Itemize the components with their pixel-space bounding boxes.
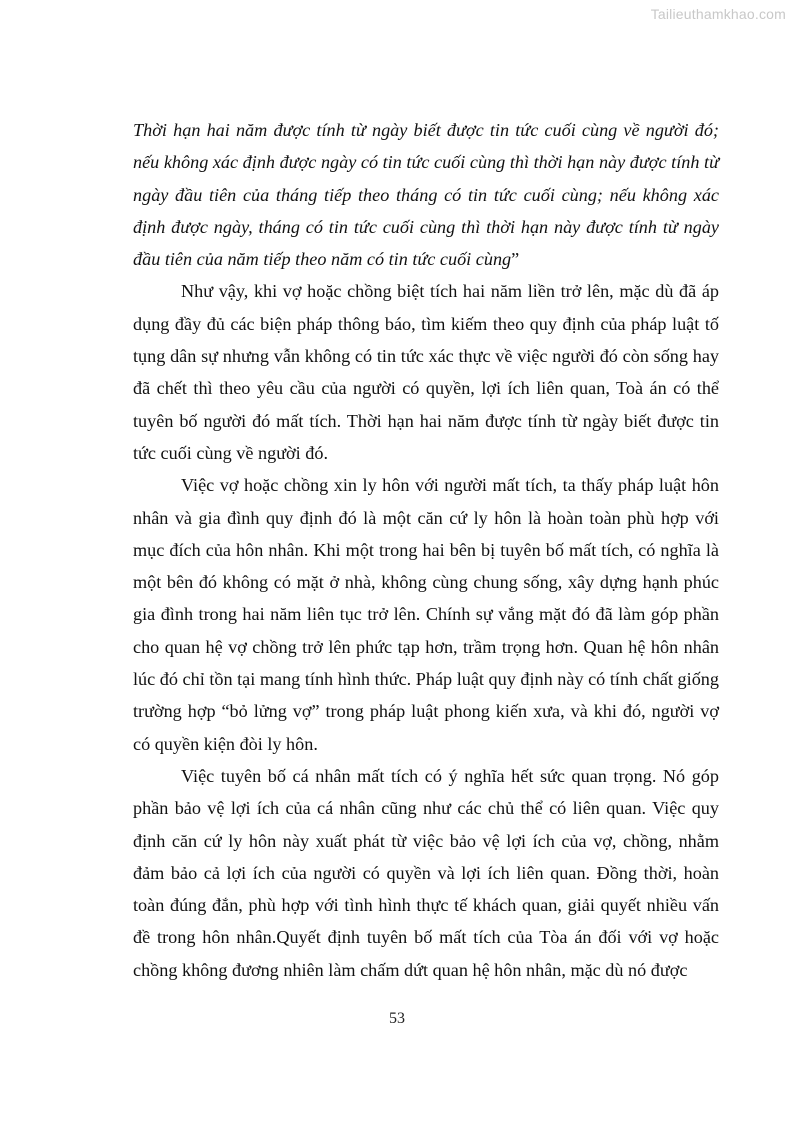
page-number: 53 xyxy=(389,1010,405,1027)
quote-closing-mark: ” xyxy=(511,249,520,270)
paragraph-1: Như vậy, khi vợ hoặc chồng biệt tích hai năm liền trở lên, mặc dù đã áp dụng đầy đủ các biện pháp thông báo, tìm kiếm theo quy định của pháp luật tố tụng dân sự nhưng vẫn không có tin tức xác thực về việc người đó còn sống hay đã chết thì theo yêu cầu của người có quyền, lợi ích liên quan, Toà án có thể tuyên bố người đó mất tích. Thời hạn hai năm được tính từ ngày biết được tin tức cuối cùng về người đó. xyxy=(133,281,719,463)
document-body xyxy=(133,114,719,986)
watermark-text: Tailieuthamkhao.com xyxy=(650,6,786,22)
paragraph-3: Việc tuyên bố cá nhân mất tích có ý nghĩa hết sức quan trọng. Nó góp phần bảo vệ lợi ích của cá nhân cũng như các chủ thể có liên quan. Việc quy định căn cứ ly hôn này xuất phát từ việc bảo vệ lợi ích của vợ, chồng, nhằm đảm bảo cả lợi ích của người có quyền và lợi ích liên quan. Đồng thời, hoàn toàn đúng đắn, phù hợp với tình hình thực tế khách quan, giải quyết nhiều vấn đề trong hôn nhân.Quyết định tuyên bố mất tích của Tòa án đối với vợ hoặc chồng không đương nhiên làm chấm dứt quan hệ hôn nhân, mặc dù nó được xyxy=(133,765,719,980)
quote-paragraph xyxy=(133,114,719,275)
paragraph-2: Việc vợ hoặc chồng xin ly hôn với người mất tích, ta thấy pháp luật hôn nhân và gia đình quy định đó là một căn cứ ly hôn là hoàn toàn phù hợp với mục đích của hôn nhân. Khi một trong hai bên bị tuyên bố mất tích, có nghĩa là một bên đó không có mặt ở nhà, không cùng chung sống, xây dựng hạnh phúc gia đình trong hai năm liên tục trở lên. Chính sự vắng mặt đó đã làm góp phần cho quan hệ vợ chồng trở lên phức tạp hơn, trầm trọng hơn. Quan hệ hôn nhân lúc đó chỉ tồn tại mang tính hình thức. Pháp luật quy định này có tính chất giống trường hợp “bỏ lửng vợ” trong pháp luật phong kiến xưa, và khi đó, người vợ có quyền kiện đòi ly hôn. xyxy=(133,475,719,754)
quote-italic-text: Thời hạn hai năm được tính từ ngày biết được tin tức cuối cùng về người đó; nếu không xác định được ngày có tin tức cuối cùng thì thời hạn này được tính từ ngày đầu tiên của tháng tiếp theo tháng có tin tức cuối cùng; nếu không xác định được ngày, tháng có tin tức cuối cùng thì thời hạn này được tính từ ngày đầu tiên của năm tiếp theo năm có tin tức cuối cùng xyxy=(133,120,719,270)
